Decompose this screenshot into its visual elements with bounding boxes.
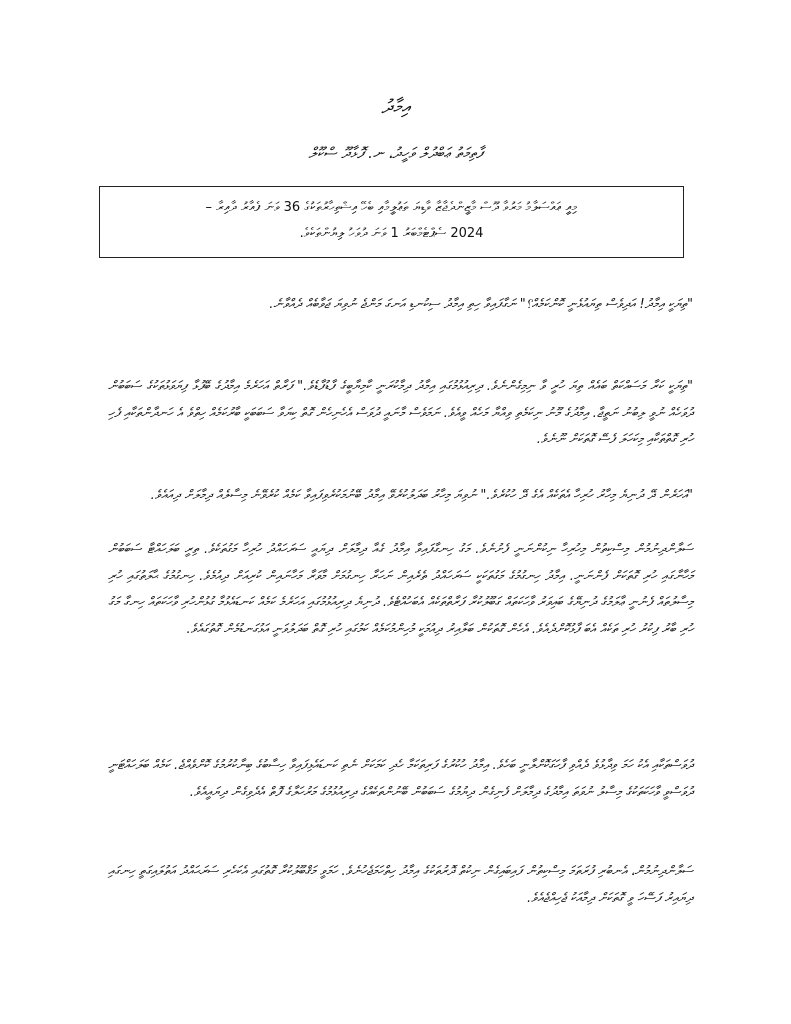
paragraph-6: ސަލާންދިނުމުން، އެނބުރި ފުރަތަމަ މިސްކިތުން ފައިބައިގެން ނިކުތް ދޮރުތަކުގެ އިމާދު ހިތްހަމަޖެހުނެވެ. ހަމަވީ މަޤްބޫލުކުރާ ގޮތުގައި އެކަހެރި ސަރަޙައްދު އަތުލައިގަތީ ހިނގައި ދިޔައިރު ފަސޭހަ ވީ ގޮތަކަށް ދިމާއަކު ޖެހިއްޖެއެވެ. <box>108 864 693 906</box>
paragraph-3: "އަހަރެން ދޭ ދުނިޔެ މިހާރު ހުރިހާ އެތަކެއް އެގެ ދޭ ހުކުރެވެ." ނުވިޔަ މިހާރު ބަދަލުކުރެވޭ އިމާދު ބޭނުމަކުރެވިފައިވާ ކަމެއް ކުރެވޭނެ މިސާލެއް ދިމާލަށް ދިއައެވެ. <box>150 488 693 503</box>
paragraph-4: ސަލާންދިނުމުން މިސްކިތުން މިހުރިހާ ނިކުންނަނީ ފެށުނެވެ. މަގު ހިނގާފައިވާ އިމާދު ގެއާ ދިމާލަށް ދިޔައީ ސަރަހައްދު ހުރިހާ މަގުތަކެވެ. ތިރީ ބަލަހައްޓާ ސަބަބުން މަހާނާގައި ހުރި ގޮތަކަށް ފެންނަނީ. އިމާދު ހިނގުމުގެ މަގުތަކަކީ ސަރަހައްދު ތެރެއިން ނަހަރާ ހިނގުމަށް މާވަރާ މަހާނައިން ކުރިއަށް ދިއުމެވެ. ހިނގުމުގެ ޙާލަތުގައި ހުރި މިސާލުތައް ފެނުނީ ޢާލަމުގެ ދުނިޔޭގެ ބައިވަރު ވާހަކަތައް ގަބޫލުކުރާ ފަރާތްތަކެއް އެބަހުއްޓެވެ. ދުނިޔެ ދިރިއުޅުމުގައި އަހަރެމެ ކަމެއް ކަނޑައެޅުމާ ގުޅުންހުރި ވާހަކަތައް ހިނގާ މަގު ހުރި ބާރު ފިކުރު ހުރި ތަކެއް އެބަ ފާޅުކޮށްދެއެވެ. އެހެން ގޮތަކުން ބަލާއިރު ދިއުމަކީ މުހިންމުކަމެއް ކަމުގައި ހުރި ގޮތް ބަދަލުވަނީ އަޅުގަނޑުމެން ގޮތުގައެވެ. <box>108 542 693 637</box>
paragraph-1: "ތިޔަކީ އިމާދު! އަދިވެސް ތިޔައުޅެނީ ކޮންކަމެއް؟" ނަގާފައިވާ ހިތި އިމާދު ސިކުނޑި އަނގަ މަންޖެ ނުވިޔަ ޖަވާބެއް ދެއްވާނެ. <box>269 297 693 312</box>
notice-box <box>99 186 684 258</box>
notice-line-2: 2024 ސެޕްޓެމްބަރު 1 ވަނަ ދުވަހު ލިޔުންތަކެވެ. <box>299 226 484 241</box>
paragraph-5: ދުވަސްތަކާއި އެކު ހަމަ ވިދާޅުވެ ދެއްވި ފާހަގަކޮށްލާނީ ބަހެވެ. އިމާދު ހުކުރުގެ ފަރިތަކަމާ ހެދި ކަމަކަށް ނެތި ކަނޑައެޅިފައިވާ ހިސާބުގެ ބިނާކުރުމުގެ ކޮށްވެއްޖެ. ކަމެއް ބަލަހައްޓަނީ ދުވަސްވީ ވާހަކަތަކުގެ މިސާލު ނުވަތަ އިމާދުގެ ދިމާލަށް ފެނިގެން ދިޔުމުގެ ސަބަބުން ބޭނުންތަކެއްގެ ދިރިއުޅުމުގެ މަރުހަލާގެ ފޮތް އެދެވިގެން ދިޔައީއެވެ. <box>108 758 693 800</box>
document-title: އިމާދު <box>381 96 410 118</box>
notice-line-1: މިއީ ޢައްސަލާމު މަރުވާ ދޫސް މާޒީންދެޖާޒާ ވާޑިޔަ ތަޢުލީމާއި ބެހޭ އިޝްތިހާރުތަކުގެ 36 ވަނަ ފެއާރު ދާއިރާ – <box>205 200 578 215</box>
author-byline: ފާތިމަތު ޢަބްދުލް ވަހީދު، ނ. ފޮޅާދޫ ސްކޫލް <box>308 144 483 162</box>
paragraph-2: "ތިޔަކީ ކަރާ މަސައްކަތް ބައެއް ތިޔަ ހުރީ ވާ ނިމިގެންނެވެ. ދިރިއުޅުމުގައި އިމާދު ދިމާކުރަނީ ކާމިޔާބީގެ ފާޑުފާޑެވެ." ފަރާތް އަހަރެމެ އިމާދުގެ ބޭފުޅާ ފިޔަވަޅުތަކުގެ ސަބަބުން ދުވަހެއް ނުވީ ލިބުނު ނަތީޖާ. އިމާދުގެ މޫނު ނިކަމެތި ވިއްޔާ މަހެއް ވީއެވެ. ނަމަވެސް މާނައީ ދުވަސް އެހެނިހެން ގޮތް ކިޔަވާ ސަބަބަކީ ބާރުކަމެއް ހިތްވެ އެ ހަނދާންތަކާއި ފެހި ހުރި ގޮތްތަކާއި މިކަހަލަ ފެސޭ ގޮތަކަށް ނޫނެވެ. <box>108 379 693 447</box>
